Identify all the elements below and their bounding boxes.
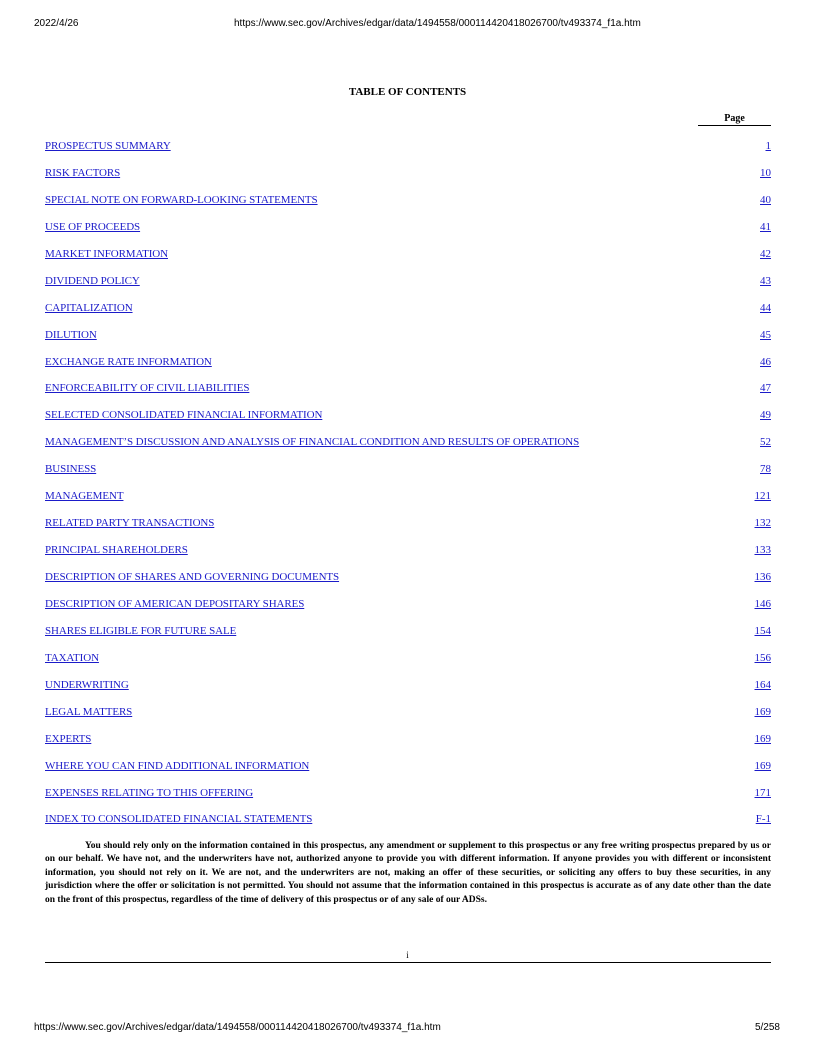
toc-entry (45, 597, 771, 624)
toc-entry-link[interactable]: ENFORCEABILITY OF CIVIL LIABILITIES (45, 382, 250, 395)
toc-entry-link[interactable]: RELATED PARTY TRANSACTIONS (45, 517, 215, 530)
toc-entry-link[interactable]: EXPENSES RELATING TO THIS OFFERING (45, 786, 254, 799)
page-bottom-rule (45, 962, 771, 963)
toc-entry (45, 166, 771, 193)
toc-entry-page-link[interactable]: 78 (760, 463, 771, 476)
toc-entry (45, 678, 771, 705)
toc-entry (45, 301, 771, 328)
toc-entry (45, 759, 771, 786)
toc-entry (45, 705, 771, 732)
toc-entry-link[interactable]: BUSINESS (45, 463, 97, 476)
toc-entry-link[interactable]: TAXATION (45, 651, 99, 664)
print-header (0, 18, 815, 32)
page-column-header: Page (698, 113, 771, 126)
toc-entry (45, 381, 771, 408)
toc-entry-link[interactable]: INDEX TO CONSOLIDATED FINANCIAL STATEMENTS (45, 813, 313, 826)
toc-entry (45, 812, 771, 839)
toc-entry-page-link[interactable]: 45 (760, 328, 771, 341)
toc-entry (45, 139, 771, 166)
toc-entry (45, 408, 771, 435)
toc-entry (45, 274, 771, 301)
toc-entry-page-link[interactable]: 169 (754, 732, 771, 745)
toc-entry-link[interactable]: DILUTION (45, 328, 97, 341)
toc-entry (45, 786, 771, 813)
toc-entry (45, 247, 771, 274)
toc-entry-link[interactable]: MARKET INFORMATION (45, 247, 168, 260)
toc-entry-link[interactable]: DESCRIPTION OF SHARES AND GOVERNING DOCUMENTS (45, 571, 340, 583)
toc-entry (45, 570, 771, 597)
toc-entry (45, 489, 771, 516)
print-url: https://www.sec.gov/Archives/edgar/data/1494558/000114420418026700/tv493374_f1a.htm (234, 18, 641, 29)
print-date: 2022/4/26 (34, 18, 79, 29)
toc-entry (45, 624, 771, 651)
toc-entry-page-link[interactable]: 49 (760, 409, 771, 422)
footer-page-counter: 5/258 (754, 1022, 780, 1033)
toc-entry-page-link[interactable]: 169 (754, 759, 771, 772)
toc-entry-page-link[interactable]: 133 (754, 544, 771, 557)
toc-entry-link[interactable]: DIVIDEND POLICY (45, 274, 140, 287)
toc-entry-page-link[interactable]: 42 (760, 247, 771, 260)
toc-entry-link[interactable]: DESCRIPTION OF AMERICAN DEPOSITARY SHARES (45, 597, 305, 610)
toc-entry-page-link[interactable]: 154 (754, 624, 771, 637)
toc-entry-page-link[interactable]: 43 (760, 274, 771, 287)
toc-entry-link[interactable]: USE OF PROCEEDS (45, 220, 141, 233)
toc-entry-page-link[interactable]: 146 (754, 597, 771, 610)
toc-entry (45, 220, 771, 247)
toc-entry (45, 516, 771, 543)
toc-entry-page-link[interactable]: 41 (760, 220, 771, 233)
toc-entry-link[interactable]: CAPITALIZATION (45, 301, 133, 314)
toc-entry-link[interactable]: SHARES ELIGIBLE FOR FUTURE SALE (45, 624, 237, 637)
toc-entry (45, 328, 771, 355)
toc-entry-page-link[interactable]: F-1 (755, 813, 771, 826)
toc-entry-link[interactable]: SELECTED CONSOLIDATED FINANCIAL INFORMATION (45, 409, 323, 422)
toc-entry-link[interactable]: RISK FACTORS (45, 166, 121, 179)
toc-entry-link[interactable]: UNDERWRITING (45, 678, 129, 691)
toc-entry-page-link[interactable]: 52 (760, 436, 771, 449)
toc-entry (45, 435, 771, 462)
toc-entry-page-link[interactable]: 10 (760, 166, 771, 179)
footer-url: https://www.sec.gov/Archives/edgar/data/1494558/000114420418026700/tv493374_f1a.htm (34, 1022, 441, 1033)
toc-entry (45, 462, 771, 489)
toc-entry-page-link[interactable]: 47 (760, 382, 771, 395)
toc-entry-page-link[interactable]: 44 (760, 301, 771, 314)
toc-entry-link[interactable]: EXPERTS (45, 732, 92, 745)
toc-list (45, 139, 771, 839)
toc-entry-link[interactable]: EXCHANGE RATE INFORMATION (45, 355, 212, 368)
toc-entry (45, 193, 771, 220)
toc-entry-link[interactable]: LEGAL MATTERS (45, 705, 133, 718)
toc-entry-page-link[interactable]: 121 (754, 490, 771, 503)
toc-entry-link[interactable]: PROSPECTUS SUMMARY (45, 140, 171, 152)
toc-entry-link[interactable]: MANAGEMENT’S DISCUSSION AND ANALYSIS OF FINANCIAL CONDITION AND RESULTS OF OPERATIONS (45, 436, 580, 449)
document-page-number: i (406, 950, 409, 960)
toc-title: TABLE OF CONTENTS (348, 86, 467, 98)
toc-entry (45, 732, 771, 759)
toc-entry-link[interactable]: MANAGEMENT (45, 490, 124, 503)
toc-entry (45, 651, 771, 678)
toc-entry-page-link[interactable]: 136 (754, 571, 771, 583)
toc-entry (45, 543, 771, 570)
toc-entry-page-link[interactable]: 171 (754, 786, 771, 799)
toc-entry-page-link[interactable]: 40 (760, 193, 771, 206)
toc-entry-link[interactable]: WHERE YOU CAN FIND ADDITIONAL INFORMATION (45, 759, 310, 772)
print-footer (0, 1022, 815, 1036)
toc-entry-page-link[interactable]: 169 (754, 705, 771, 718)
disclaimer-paragraph: You should rely only on the information contained in this prospectus, any amendment or supplement to this prospectus or any free writing prospectus prepared by us or on our behalf. We have not, and the underwriters have not, authorized anyone to provide you with different information. If anyone provides you with different or inconsistent information, you should not rely on it. We are not, and the underwriters are not, making an offer of these securities, or soliciting any offers to buy these securities, in any jurisdiction where the offer or solicitation is not permitted. You should not assume that the information contained in this prospectus is accurate as of any date other than the date on the front of this prospectus, regardless of the time of delivery of this prospectus or of any sale of our ADSs. (45, 841, 771, 905)
toc-entry-page-link[interactable]: 132 (754, 517, 771, 530)
toc-entry-page-link[interactable]: 1 (765, 140, 771, 152)
toc-entry-page-link[interactable]: 156 (754, 651, 771, 664)
toc-entry-link[interactable]: SPECIAL NOTE ON FORWARD-LOOKING STATEMENTS (45, 193, 318, 206)
toc-entry-link[interactable]: PRINCIPAL SHAREHOLDERS (45, 544, 188, 557)
toc-entry-page-link[interactable]: 46 (760, 355, 771, 368)
toc-entry-page-link[interactable]: 164 (754, 678, 771, 691)
toc-entry (45, 355, 771, 382)
